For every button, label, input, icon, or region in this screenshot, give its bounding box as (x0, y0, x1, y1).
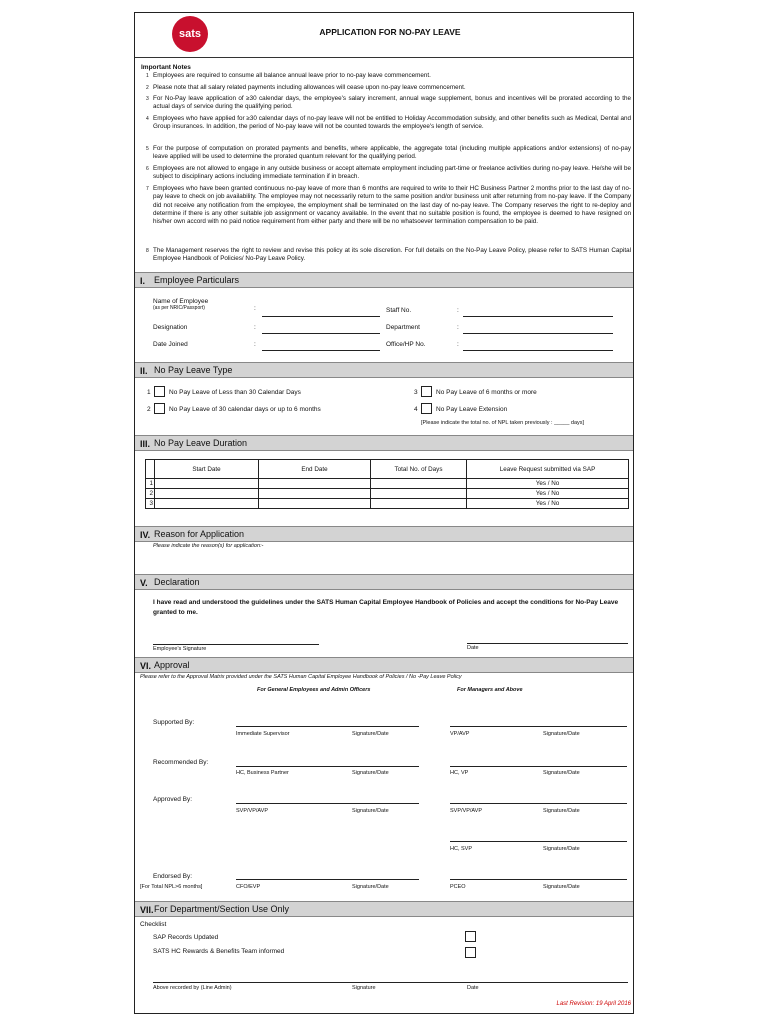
supported-general-field[interactable] (236, 726, 419, 727)
option-number: 3 (414, 389, 418, 396)
end-date-cell[interactable] (259, 479, 371, 489)
sig-date-label: Signature/Date (352, 731, 389, 737)
end-date-cell[interactable] (259, 489, 371, 499)
name-label: Name of Employee (as per NRIC/Passport) (153, 298, 209, 311)
row-number: 2 (146, 489, 155, 499)
sig-date-label: Signature/Date (352, 808, 389, 814)
sap-header: Leave Request submitted via SAP (467, 460, 629, 479)
table-row (146, 479, 629, 489)
start-date-cell[interactable] (155, 499, 259, 509)
sig-date-label: Signature/Date (352, 770, 389, 776)
checklist-item-sap: SAP Records Updated (153, 934, 219, 941)
declaration-date-field[interactable] (467, 643, 628, 644)
recorded-by-label: Above recorded by (Line Admin) (153, 985, 232, 991)
note-item: 6 Employees are not allowed to engage in any outside business or accept alternate employment including part-time or freelance activities during no-pay leave. He/she will be subject to disciplinary actions including immediate termination if in breach. (146, 165, 631, 181)
duration-header-row (146, 460, 629, 479)
employee-signature-label: Employee's Signature (153, 646, 207, 652)
row-number: 3 (146, 499, 155, 509)
role-label: SVP/VP/AVP (450, 808, 482, 814)
section-department-use: VII. For Department/Section Use Only (135, 901, 633, 917)
colon: : (457, 307, 459, 314)
role-label: CFO/EVP (236, 884, 261, 890)
option-label: No Pay Leave of Less than 30 Calendar Days (169, 389, 301, 396)
table-row (146, 489, 629, 499)
approval-note: Please refer to the Approval Matrix provided under the SATS Human Capital Employee Handbook of Policies / No -Pay Leave Policy (140, 674, 462, 680)
section-reason: IV. Reason for Application (135, 526, 633, 542)
colon: : (457, 324, 459, 331)
section-leave-duration: III. No Pay Leave Duration (135, 435, 633, 451)
sig-date-label: Signature/Date (543, 731, 580, 737)
recommended-by-label: Recommended By: (153, 759, 209, 766)
option-number: 2 (147, 406, 151, 413)
sats-logo (172, 16, 208, 52)
total-days-header: Total No. of Days (371, 460, 467, 479)
logo-text: sats (178, 28, 202, 40)
section-employee-particulars: I. Employee Particulars (135, 272, 633, 288)
sap-yes-no[interactable]: Yes / No (467, 489, 629, 499)
checkbox-extension[interactable] (421, 403, 432, 414)
section-leave-type: II. No Pay Leave Type (135, 362, 633, 378)
role-label: Immediate Supervisor (236, 731, 290, 737)
colon: : (254, 341, 256, 348)
recorded-signature-label: Signature (352, 985, 376, 991)
colon: : (457, 341, 459, 348)
colon: : (254, 305, 256, 312)
option-label: No Pay Leave Extension (436, 406, 508, 413)
approval-col-managers: For Managers and Above (457, 687, 523, 693)
note-item: 2 Please note that all salary related payments including allowances will cease upon no-pay leave commencement. (146, 84, 466, 91)
office-field[interactable] (463, 350, 613, 351)
duration-table (145, 459, 629, 509)
checkbox-30-days-6-months[interactable] (154, 403, 165, 414)
section-approval: VI. Approval (135, 657, 633, 673)
sig-date-label: Signature/Date (543, 884, 580, 890)
option-number: 4 (414, 406, 418, 413)
declaration-text: I have read and understood the guidelines under the SATS Human Capital Employee Handbook of Policies and accept the conditions for No-Pay Leave granted to me. (153, 599, 619, 616)
extension-note: [Please indicate the total no. of NPL taken previously : _____ days] (421, 420, 585, 426)
row-number: 1 (146, 479, 155, 489)
approved-general-field[interactable] (236, 803, 419, 804)
note-item: 7 Employees who have been granted continuous no-pay leave of more than 6 months are required to write to their HC Business Partner 2 months prior to the last day of no-pay leave to check on job availability. The employee may not necessarily return to the same position and/or business unit after returning from no-pay leave. If the Company did not receive any notification from the employee, the employment shall be terminated on the last day of no-pay leave. The Company reserves the right to re-deploy and determine if there is any other suitable job assignment or vacancy available. In the event that no suitable position is found, the employee is deemed to have resigned on his/her own accord with no paid notice requirement from either party and there will be no whatsoever termination compensation to be paid. (146, 185, 631, 226)
sig-date-label: Signature/Date (543, 808, 580, 814)
date-joined-label: Date Joined (153, 341, 188, 348)
role-label: HC, Business Partner (236, 770, 289, 776)
checkbox-less-30-days[interactable] (154, 386, 165, 397)
option-label: No Pay Leave of 30 calendar days or up to 6 months (169, 406, 321, 413)
option-label: No Pay Leave of 6 months or more (436, 389, 537, 396)
end-date-cell[interactable] (259, 499, 371, 509)
office-label: Office/HP No. (386, 341, 426, 348)
staff-no-label: Staff No. (386, 307, 412, 314)
department-field[interactable] (463, 333, 613, 334)
notes-heading: Important Notes (141, 64, 191, 71)
sig-date-label: Signature/Date (543, 770, 580, 776)
total-days-cell[interactable] (371, 489, 467, 499)
section-declaration: V. Declaration (135, 574, 633, 590)
start-date-header: Start Date (155, 460, 259, 479)
department-label: Department (386, 324, 420, 331)
recommended-manager-field[interactable] (450, 766, 627, 767)
role-label: PCEO (450, 884, 466, 890)
checklist-item-hc: SATS HC Rewards & Benefits Team informed (153, 948, 285, 955)
reason-hint: Please indicate the reason(s) for application:- (153, 543, 264, 549)
note-item: 5 For the purpose of computation on prorated payments and benefits, where applicable, the aggregate total (including multiple applications and/or extensions) of no-pay leave applied will be used to determine the prorated quantum relevant for the qualifying period. (146, 145, 631, 161)
checklist-label: Checklist (140, 921, 167, 928)
reason-field[interactable] (150, 552, 630, 570)
endorsed-by-label: Endorsed By: (153, 873, 193, 880)
role-label: HC, VP (450, 770, 469, 776)
checkbox-hc-informed[interactable] (465, 947, 476, 958)
role-label: SVP/VP/AVP (236, 808, 268, 814)
role-label: HC, SVP (450, 846, 473, 852)
checkbox-6-months-more[interactable] (421, 386, 432, 397)
form-title: APPLICATION FOR NO-PAY LEAVE (319, 27, 461, 37)
name-field[interactable] (262, 316, 380, 317)
employee-signature-field[interactable] (153, 644, 319, 645)
recorded-date-label: Date (467, 985, 479, 991)
hc-svp-field[interactable] (450, 841, 627, 842)
note-item: 4 Employees who have applied for ≥30 calendar days of no-pay leave will not be entitled to Holiday Accommodation subsidy, and other benefits such as Medical, Dental and Group insurances. In addition, the period of No-pay leave will not be counted towards the employee's length of service. (146, 115, 631, 131)
last-revision: Last Revision: 19 April 2016 (556, 1001, 631, 1007)
declaration-date-label: Date (467, 645, 479, 651)
sap-yes-no[interactable]: Yes / No (467, 479, 629, 489)
colon: : (254, 324, 256, 331)
recorded-by-field[interactable] (153, 982, 628, 983)
supported-manager-field[interactable] (450, 726, 627, 727)
note-item: 1 Employees are required to consume all balance annual leave prior to no-pay leave commencement. (146, 72, 431, 79)
recommended-general-field[interactable] (236, 766, 419, 767)
end-date-header: End Date (259, 460, 371, 479)
staff-no-field[interactable] (463, 316, 613, 317)
sig-date-label: Signature/Date (352, 884, 389, 890)
sap-yes-no[interactable]: Yes / No (467, 499, 629, 509)
approved-by-label: Approved By: (153, 796, 193, 803)
endorsed-manager-field[interactable] (450, 879, 627, 880)
row-num-header (146, 460, 155, 479)
form-frame (134, 12, 634, 1014)
start-date-cell[interactable] (155, 489, 259, 499)
role-label: VP/AVP (450, 731, 470, 737)
header-divider (135, 57, 633, 58)
option-number: 1 (147, 389, 151, 396)
endorsed-note: [For Total NPL>6 months] (140, 884, 203, 890)
approved-manager-field[interactable] (450, 803, 627, 804)
supported-by-label: Supported By: (153, 719, 195, 726)
date-joined-field[interactable] (262, 350, 380, 351)
total-days-cell[interactable] (371, 499, 467, 509)
total-days-cell[interactable] (371, 479, 467, 489)
checkbox-sap-updated[interactable] (465, 931, 476, 942)
designation-field[interactable] (262, 333, 380, 334)
note-item: 3 For No-Pay leave application of ≥30 calendar days, the employee's salary increment, annual wage supplement, bonus and incentives will be prorated according to the actual days of service during the qualifying period. (146, 95, 631, 111)
start-date-cell[interactable] (155, 479, 259, 489)
endorsed-general-field[interactable] (236, 879, 419, 880)
approval-col-general: For General Employees and Admin Officers (257, 687, 371, 693)
sig-date-label: Signature/Date (543, 846, 580, 852)
note-item: 8 The Management reserves the right to review and revise this policy at its sole discretion. For full details on the No-Pay Leave Policy, please refer to SATS Human Capital Employee Handbook of Policies/ No-Pay Leave Policy. (146, 247, 631, 263)
designation-label: Designation (153, 324, 188, 331)
table-row (146, 499, 629, 509)
